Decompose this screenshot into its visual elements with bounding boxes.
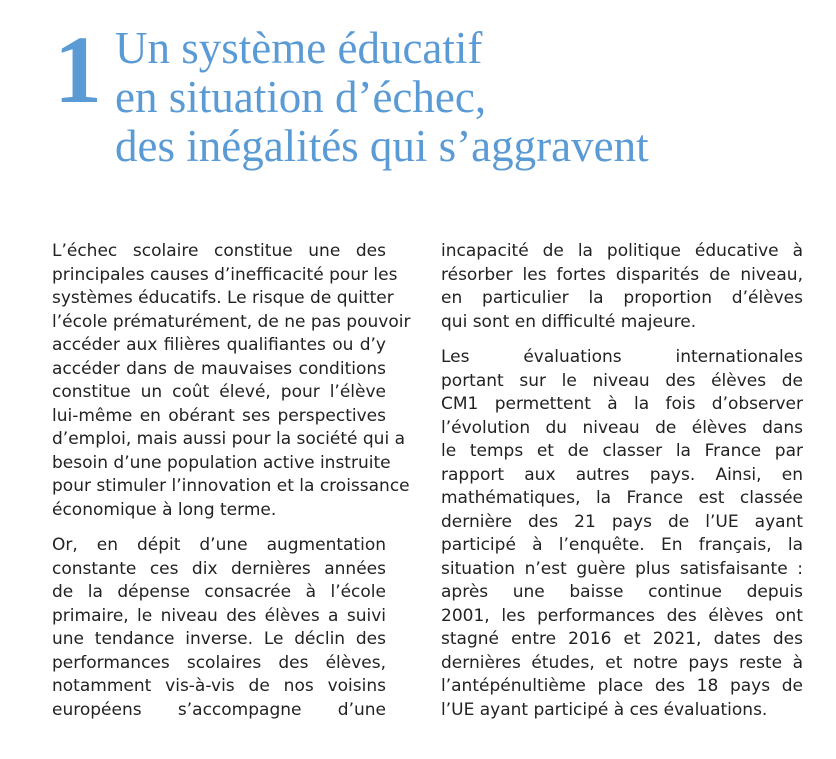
text-line: dernière des 21 pays de l’UE ayant: [441, 511, 803, 532]
text-line: pour stimuler l’innovation et la croissance: [52, 476, 410, 496]
chapter-number: 1: [54, 16, 102, 123]
text-line: mathématiques, la France est classée: [441, 488, 803, 508]
text-line: économique à long terme.: [52, 499, 277, 520]
text-line: systèmes éducatifs. Le risque de quitter: [52, 288, 394, 308]
text-line: une tendance inverse. Le déclin des: [52, 629, 386, 649]
text-line: participé à l’enquête. En français, la: [441, 535, 803, 555]
text-line: d’emploi, mais aussi pour la société qui a: [52, 429, 405, 449]
paragraph: [441, 240, 803, 334]
text-line: après une baisse continue depuis: [441, 582, 803, 602]
right-column: [441, 240, 803, 734]
text-line: principales causes d’inefficacité pour les: [52, 264, 398, 285]
paragraph: [52, 240, 411, 522]
paragraph: [52, 534, 386, 722]
text-line: 2001, les performances des élèves ont: [441, 605, 803, 626]
chapter-title: [115, 24, 649, 171]
text-line: l’UE ayant participé à ces évaluations.: [441, 699, 768, 720]
text-line: primaire, le niveau des élèves a suivi: [52, 605, 386, 626]
chapter-header: [54, 16, 814, 182]
text-line: notamment vis-à-vis de nos voisins: [52, 676, 386, 696]
text-line: stagné entre 2016 et 2021, dates des: [441, 629, 803, 649]
text-line: l’évolution du niveau de élèves dans: [441, 417, 803, 438]
left-column: [52, 240, 411, 734]
text-line: constitue un coût élevé, pour l’élève: [52, 382, 386, 402]
text-line: accéder aux filières qualifiantes ou d’y: [52, 335, 386, 355]
text-line: portant sur le niveau des élèves de: [441, 370, 803, 391]
text-line: le temps et de classer la France par: [441, 441, 803, 461]
text-line: besoin d’une population active instruite: [52, 452, 391, 473]
chapter-title-line: Un système éducatif: [115, 23, 483, 73]
text-line: accéder dans de mauvaises conditions: [52, 358, 386, 379]
text-line: CM1 permettent à la fois d’observer: [441, 394, 803, 414]
text-line: l’antépénultième place des 18 pays de: [441, 676, 803, 696]
text-line: situation n’est guère plus satisfaisante :: [441, 558, 803, 579]
text-line: Les évaluations internationales: [441, 347, 803, 367]
text-line: lui-même en obérant ses perspectives: [52, 405, 386, 426]
text-line: dernières études, et notre pays reste à: [441, 652, 803, 673]
text-line: européens s’accompagne d’une: [52, 699, 386, 720]
text-line: L’échec scolaire constitue une des: [52, 241, 386, 261]
text-line: constante ces dix dernières années: [52, 558, 386, 579]
text-line: incapacité de la politique éducative à: [441, 241, 803, 261]
text-line: en particulier la proportion d’élèves: [441, 288, 803, 308]
text-line: de la dépense consacrée à l’école: [52, 582, 386, 602]
text-line: rapport aux autres pays. Ainsi, en: [441, 464, 803, 485]
chapter-title-line: des inégalités qui s’aggravent: [115, 121, 649, 171]
chapter-title-line: en situation d’échec,: [115, 72, 487, 122]
text-line: qui sont en difficulté majeure.: [441, 311, 697, 332]
paragraph: [441, 346, 803, 722]
text-line: résorber les fortes disparités de niveau,: [441, 264, 803, 285]
text-line: Or, en dépit d’une augmentation: [52, 535, 386, 555]
text-line: l’école prématurément, de ne pas pouvoir: [52, 311, 411, 332]
text-line: performances scolaires des élèves,: [52, 652, 386, 673]
